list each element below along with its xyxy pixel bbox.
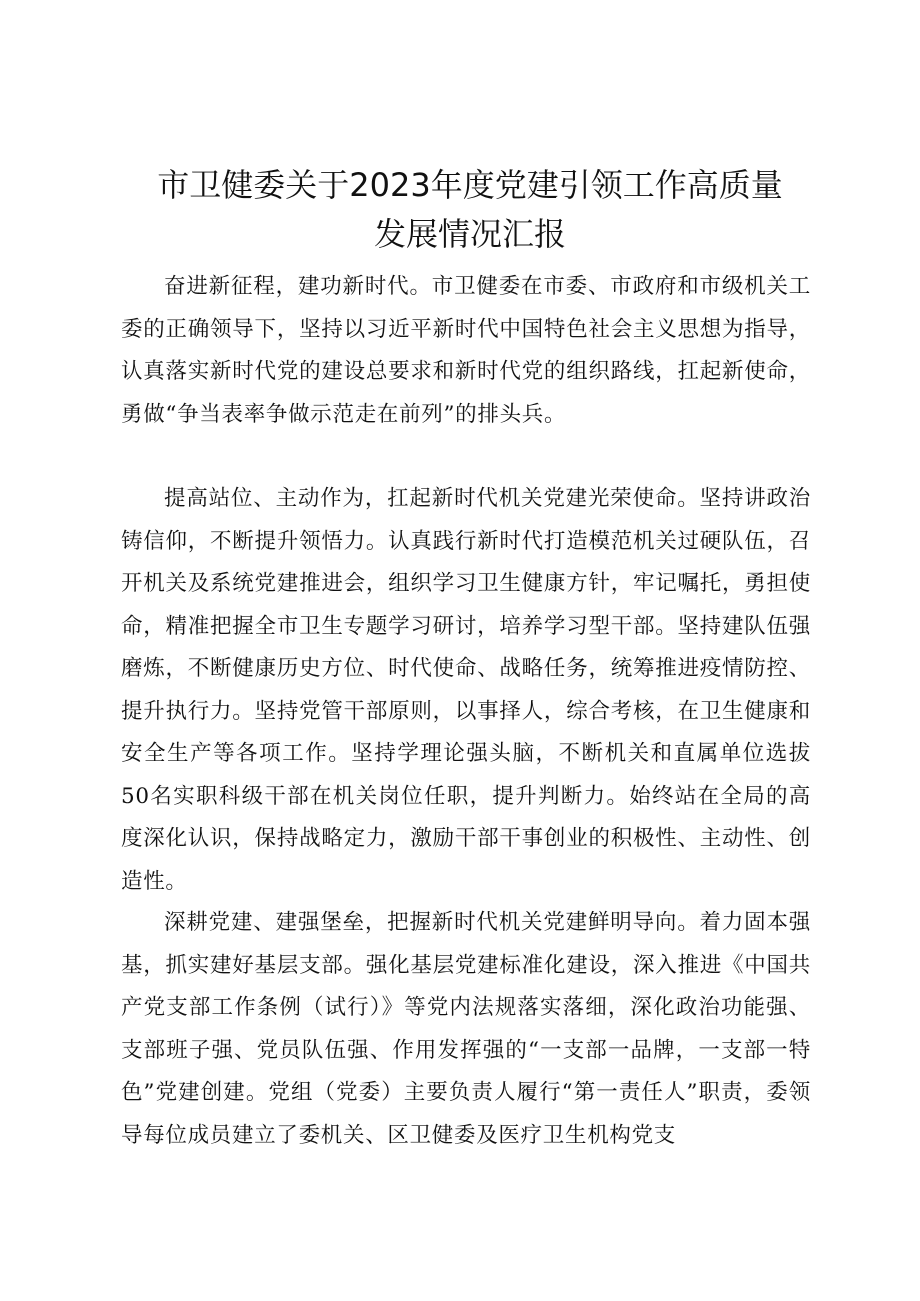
paragraph-political-standing: 提高站位、主动作为，扛起新时代机关党建光荣使命。坚持讲政治铸信仰，不断提升领悟力。认真践行新时代打造模范机关过硬队伍，召开机关及系统党建推进会，组织学习卫生健康方针，牢记嘱托，勇担使命，精准把握全市卫生专题学习研讨，培养学习型干部。坚持建队伍强磨炼，不断健康历史方位、时代使命、战略任务，统筹推进疫情防控、提升执行力。坚持党管干部原则，以事择人，综合考核，在卫生健康和安全生产等各项工作。坚持学理论强头脑，不断机关和直属单位选拔50名实职科级干部在机关岗位任职，提升判断力。始终站在全局的高度深化认识，保持战略定力，激励干部干事创业的积极性、主动性、创造性。 [121,486,811,894]
paragraph-intro: 奋进新征程，建功新时代。市卫健委在市委、市政府和市级机关工委的正确领导下，坚持以习近平新时代中国特色社会主义思想为指导，认真落实新时代党的建设总要求和新时代党的组织路线，扛起新使命，勇做“争当表率争做示范走在前列”的排头兵。 [121,274,811,427]
document-title-line-2: 发展情况汇报 [373,215,566,253]
document-title-line-1: 市卫健委关于2023年度党建引领工作高质量 [157,166,783,204]
paragraph-party-building: 深耕党建、建强堡垒，把握新时代机关党建鲜明导向。着力固本强基，抓实建好基层支部。强化基层党建标准化建设，深入推进《中国共产党支部工作条例（试行）》等党内法规落实落细，深化政治功能强、支部班子强、党员队伍强、作用发挥强的“一支部一品牌，一支部一特色”党建创建。党组（党委）主要负责人履行“第一责任人”职责，委领导每位成员建立了委机关、区卫健委及医疗卫生机构党支 [121,910,811,1148]
